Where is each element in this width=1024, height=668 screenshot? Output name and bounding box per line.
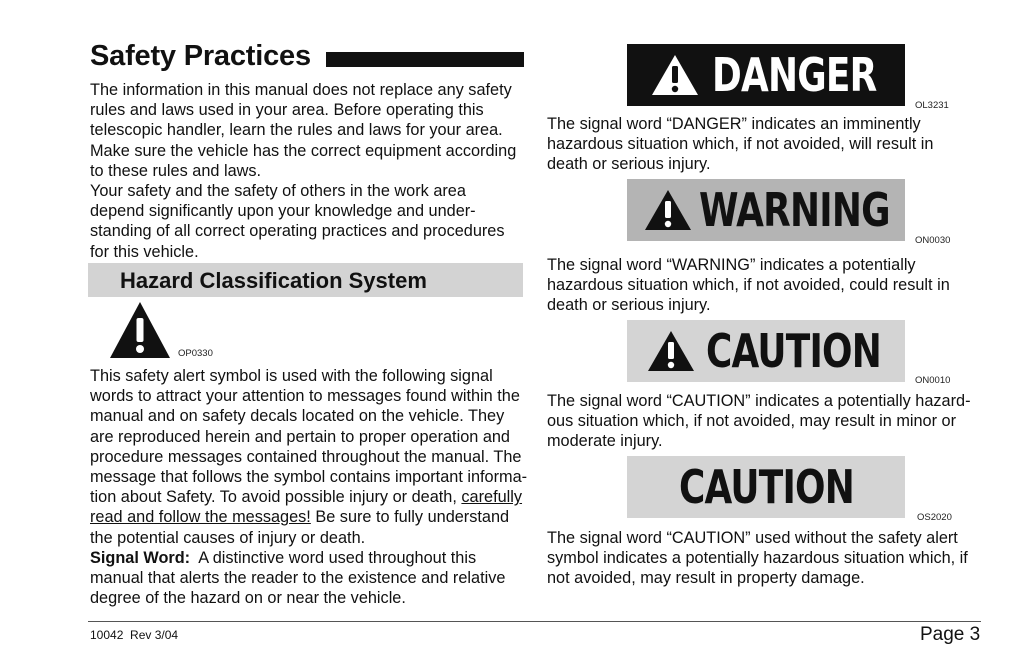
caution-plain-description [547, 528, 987, 589]
warning-line: The signal word “WARNING” indicates a potentially [547, 256, 916, 274]
intro-line: Your safety and the safety of others in the work area [90, 182, 466, 201]
intro-line: Make sure the vehicle has the correct equipment according [90, 141, 517, 160]
caution-code: ON0010 [915, 375, 951, 386]
caution-plain-line: not avoided, may result in property damage. [547, 569, 865, 588]
alert-line: the potential causes of injury or death. [90, 528, 366, 547]
alert-line-text: Be sure to fully understand [310, 508, 510, 527]
alert-line: are reproduced herein and pertain to proper operation and [90, 427, 510, 446]
alert-line: This safety alert symbol is used with the following signal [90, 367, 493, 385]
caution-word: CAUTION [706, 324, 882, 378]
caution-description [547, 391, 987, 452]
emphasis-text: read and follow the messages! [90, 508, 311, 527]
danger-line: death or serious injury. [547, 155, 711, 174]
signal-word-line: manual that alerts the reader to the existence and relative [90, 569, 506, 588]
danger-sign [627, 44, 905, 106]
caution-line: moderate injury. [547, 432, 663, 451]
subheading: Hazard Classification System [120, 268, 427, 293]
alert-line: procedure messages contained throughout the manual. The [90, 447, 522, 466]
warning-code: ON0030 [915, 235, 951, 246]
alert-paragraph [90, 366, 530, 608]
footer-doc-id: 10042 Rev 3/04 [90, 628, 179, 642]
alert-line [90, 487, 530, 507]
caution-line: The signal word “CAUTION” indicates a potentially hazard- [547, 392, 971, 410]
intro-line: for this vehicle. [90, 242, 199, 261]
alert-line [90, 507, 530, 527]
signal-word-line [90, 548, 530, 568]
danger-code: OL3231 [915, 100, 949, 111]
footer-rule [88, 621, 981, 622]
intro-line: telescopic handler, learn the rules and laws for your area. [90, 121, 503, 140]
intro-line: standing of all correct operating practices and procedures [90, 222, 505, 241]
intro-line: The information in this manual does not replace any safety [90, 81, 512, 99]
intro-paragraph [90, 80, 530, 262]
signal-word-label: Signal Word: [90, 548, 191, 567]
warning-description [547, 255, 987, 316]
signal-word-line: degree of the hazard on or near the vehicle. [90, 589, 406, 608]
warning-line: death or serious injury. [547, 296, 711, 315]
page-number: Page 3 [920, 624, 981, 645]
danger-line: The signal word “DANGER” indicates an imminently [547, 115, 921, 133]
signal-word-text: A distinctive word used throughout this [190, 548, 477, 567]
intro-line: to these rules and laws. [90, 161, 262, 180]
caution-alert-icon [646, 329, 696, 373]
danger-alert-icon [650, 53, 700, 97]
subheading-bar [88, 263, 523, 297]
emphasis-text: carefully [461, 488, 523, 507]
caution-plain-sign [627, 456, 905, 518]
alert-line-text: tion about Safety. To avoid possible injury or death, [90, 488, 462, 507]
intro-line: depend significantly upon your knowledge and under- [90, 202, 476, 221]
safety-alert-icon [108, 300, 172, 360]
danger-description [547, 114, 987, 175]
intro-line: rules and laws used in your area. Before operating this [90, 101, 484, 120]
caution-plain-line: symbol indicates a potentially hazardous situation which, if [547, 549, 968, 568]
page-title: Safety Practices [90, 40, 311, 72]
warning-word: WARNING [699, 183, 890, 237]
caution-line: ous situation which, if not avoided, may result in minor or [547, 412, 957, 431]
danger-line: hazardous situation which, if not avoided, will result in [547, 135, 934, 154]
caution-plain-word: CAUTION [678, 460, 854, 514]
warning-alert-icon [643, 188, 693, 232]
alert-line: manual and on safety decals located on the vehicle. They [90, 407, 505, 426]
caution-plain-code: OS2020 [917, 512, 952, 523]
warning-sign [627, 179, 905, 241]
alert-line: words to attract your attention to messages found within the [90, 387, 520, 406]
alert-symbol-code: OP0330 [178, 348, 213, 359]
danger-word: DANGER [712, 48, 877, 102]
caution-plain-line: The signal word “CAUTION” used without the safety alert [547, 529, 958, 547]
title-rule [326, 52, 524, 67]
warning-line: hazardous situation which, if not avoided, could result in [547, 276, 950, 295]
caution-sign [627, 320, 905, 382]
alert-line: message that follows the symbol contains important informa- [90, 468, 528, 487]
